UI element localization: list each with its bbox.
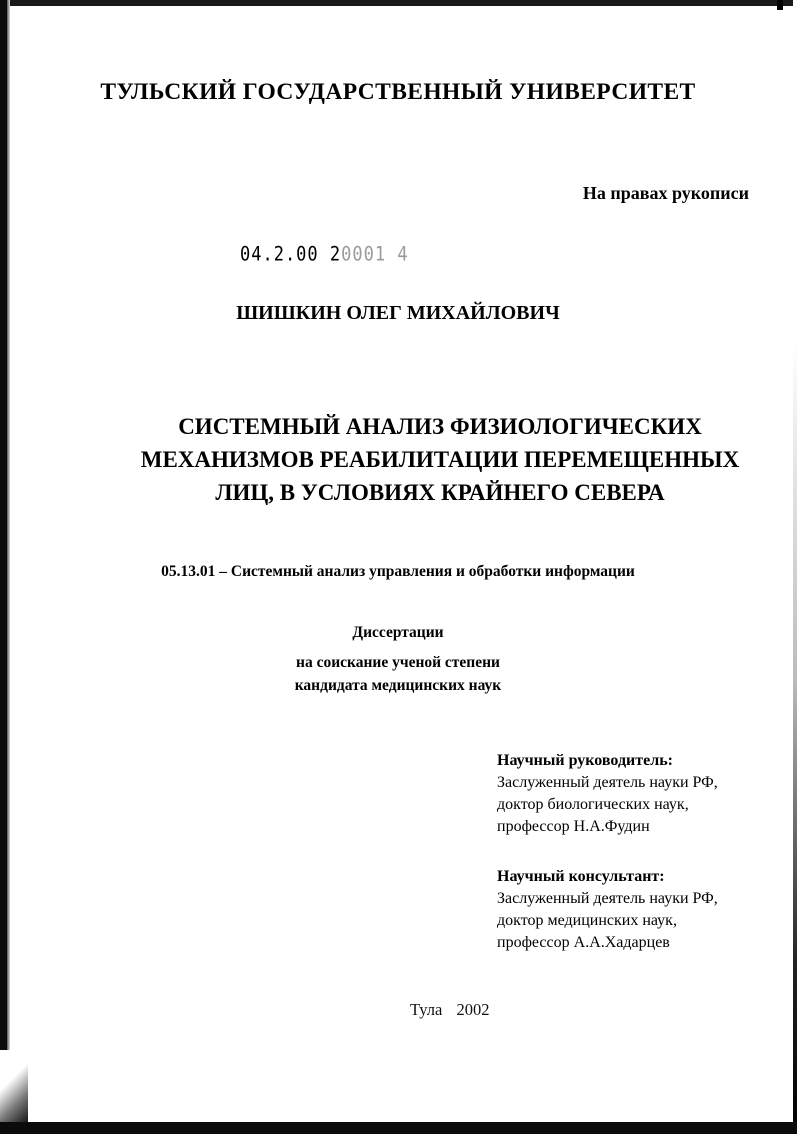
degree-line-2: кандидата медицинских наук (294, 677, 502, 694)
stamp-number: 2 (329, 243, 342, 266)
scan-corner-bottom-left (0, 1050, 28, 1124)
title-line: МЕХАНИЗМОВ РЕАБИЛИТАЦИИ ПЕРЕМЕЩЕННЫХ (140, 447, 740, 472)
advisor-line: Заслуженный деятель науки РФ, (497, 774, 718, 791)
scientific-advisor (497, 750, 718, 838)
stamp-number-faded: 0001 4 (341, 243, 409, 266)
scan-edge-top (0, 0, 797, 6)
stamp-date: 04.2.00 (240, 243, 319, 266)
dissertation-label: Диссертации (352, 624, 444, 641)
consultant-heading: Научный консультант: (497, 868, 665, 885)
scan-mark-top-right (777, 0, 783, 10)
consultant-line: доктор медицинских наук, (497, 912, 677, 929)
consultant-line: Заслуженный деятель науки РФ, (497, 890, 718, 907)
author-name: ШИШКИН ОЛЕГ МИХАЙЛОВИЧ (236, 302, 560, 324)
advisor-line: профессор Н.А.Фудин (497, 818, 650, 835)
title-line: СИСТЕМНЫЙ АНАЛИЗ ФИЗИОЛОГИЧЕСКИХ (178, 414, 702, 439)
library-stamp (240, 243, 409, 266)
city-year: Тула 2002 (410, 1000, 490, 1019)
advisor-line: доктор биологических наук, (497, 796, 689, 813)
scientific-consultant (497, 866, 718, 954)
degree-line-1: на соискание ученой степени (296, 654, 500, 671)
title-line: ЛИЦ, В УСЛОВИЯХ КРАЙНЕГО СЕВЕРА (215, 480, 665, 505)
consultant-line: профессор А.А.Хадарцев (497, 934, 670, 951)
advisor-heading: Научный руководитель: (497, 752, 673, 769)
specialty-code: 05.13.01 – Системный анализ управления и обработки информации (161, 563, 635, 580)
university-name: ТУЛЬСКИЙ ГОСУДАРСТВЕННЫЙ УНИВЕРСИТЕТ (100, 79, 696, 105)
dissertation-title (110, 410, 770, 509)
scan-edge-bottom (0, 1122, 797, 1134)
manuscript-rights-note: На правах рукописи (582, 183, 749, 203)
